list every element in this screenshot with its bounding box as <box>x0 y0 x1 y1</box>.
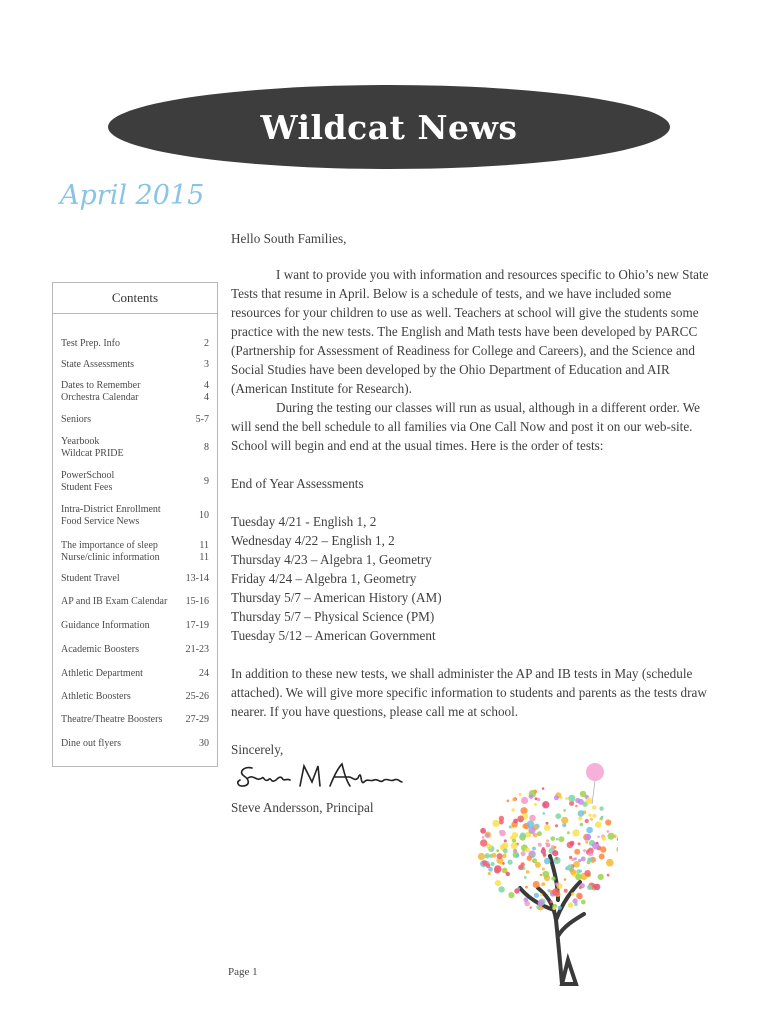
blossom <box>600 817 603 820</box>
blossom <box>543 812 546 815</box>
blossom <box>503 848 508 853</box>
blossom <box>569 856 572 859</box>
blossom <box>546 822 549 825</box>
toc-entry-page: 8 <box>204 442 209 453</box>
blossom <box>486 844 491 849</box>
table-of-contents <box>52 282 218 767</box>
blossom <box>596 842 599 845</box>
blossom <box>572 829 579 836</box>
blossom <box>552 850 558 856</box>
toc-entry-page: 24 <box>199 668 209 679</box>
page-number: Page 1 <box>228 966 258 978</box>
blossom <box>524 876 527 879</box>
blossom <box>492 820 499 827</box>
blossom <box>555 883 558 886</box>
blossom <box>509 826 512 829</box>
signoff: Sincerely, <box>231 742 284 757</box>
toc-entry-label: State Assessments <box>61 359 135 370</box>
blossom <box>511 808 514 811</box>
blossom <box>613 835 617 839</box>
toc-entry-label: Academic Boosters <box>61 644 140 655</box>
closing-paragraph <box>231 664 726 721</box>
blossom <box>580 823 584 827</box>
blossom <box>588 814 591 817</box>
blossom <box>592 814 596 818</box>
blossom <box>491 853 496 858</box>
toc-entry-page: 30 <box>199 738 209 749</box>
blossom <box>541 882 545 886</box>
blossom <box>600 846 606 852</box>
blossom <box>499 816 504 821</box>
blossom <box>568 795 575 802</box>
blossom <box>506 872 510 876</box>
toc-entry <box>61 470 209 494</box>
blossom <box>578 816 582 820</box>
blossom <box>502 842 509 849</box>
toc-heading: Contents <box>53 283 217 314</box>
toc-entry <box>61 596 209 608</box>
blossom <box>578 842 581 845</box>
blossom <box>478 853 485 860</box>
toc-entry <box>61 620 209 632</box>
blossom <box>538 843 542 847</box>
toc-entry-label: Seniors <box>61 414 91 425</box>
blossom <box>544 858 550 864</box>
toc-entry-label: Guidance Information <box>61 620 150 631</box>
blossom <box>555 813 561 819</box>
blossom <box>527 856 532 861</box>
blossom <box>578 810 585 817</box>
newsletter-title: Wildcat News <box>260 107 518 147</box>
blossom <box>540 874 542 876</box>
toc-entry-page: 21-23 <box>185 644 209 655</box>
blossom <box>495 880 501 886</box>
blossom <box>578 859 581 862</box>
blossom <box>525 886 528 889</box>
toc-entry-page: 10 <box>199 510 209 521</box>
blossom <box>594 884 601 891</box>
blossom <box>518 793 521 796</box>
blossom <box>579 886 582 889</box>
toc-entry <box>61 644 209 656</box>
schedule-item: Wednesday 4/22 – English 1, 2 <box>231 533 395 548</box>
blossom <box>504 869 508 873</box>
toc-entry-label: Intra-District Enrollment Food Service News <box>61 504 161 527</box>
toc-entry-label: PowerSchool Student Fees <box>61 470 115 493</box>
blossom <box>540 893 543 896</box>
schedule-item: Thursday 5/7 – American History (AM) <box>231 590 442 605</box>
schedule-item: Tuesday 5/12 – American Government <box>231 628 436 643</box>
blossom <box>575 874 582 881</box>
blossom <box>535 797 538 800</box>
blossom <box>546 839 549 842</box>
blossom <box>498 886 504 892</box>
paragraph-testing: During the testing our classes will run as usual, although in a different order. We will send the bell schedule to all families via One Call Now and post it on our web-site. School will begin and end at the usual times. Here is the order of tests: <box>231 400 701 453</box>
blossom <box>616 847 618 853</box>
blossom <box>529 815 536 822</box>
blossom <box>529 831 532 834</box>
blossom <box>520 832 526 838</box>
toc-entry-label: AP and IB Exam Calendar <box>61 596 168 607</box>
blossom <box>559 836 565 842</box>
blossom <box>575 805 578 808</box>
blossom <box>567 864 573 870</box>
blossom <box>534 803 537 806</box>
blossom <box>538 900 545 907</box>
toc-entry-label: The importance of sleep Nurse/clinic information <box>61 540 160 563</box>
toc-entry <box>61 414 209 426</box>
blossom <box>563 809 566 812</box>
blossom <box>499 830 505 836</box>
blossom <box>538 906 543 911</box>
blossom <box>587 885 592 890</box>
blossom <box>587 858 591 862</box>
blossom <box>555 857 558 860</box>
schedule-item: Tuesday 4/21 - English 1, 2 <box>231 514 377 529</box>
blossom <box>586 798 593 805</box>
blossom <box>556 838 559 841</box>
toc-entry-page: 5-7 <box>195 414 209 425</box>
blossom <box>485 853 490 858</box>
signature-image <box>234 760 404 792</box>
blossom <box>488 872 491 875</box>
blossom <box>482 836 485 839</box>
closing-text: In addition to these new tests, we shall administer the AP and IB tests in May (schedule attached). We will give more specific information to students and parents as the tests draw nearer. If you have questions, please call me at school. <box>231 666 707 719</box>
blossom <box>570 841 575 846</box>
blossom <box>583 849 586 852</box>
blossom <box>497 853 503 859</box>
blossom <box>508 892 514 898</box>
blossom <box>581 900 586 905</box>
toc-entry-label: Athletic Boosters <box>61 691 131 702</box>
blossom <box>585 841 588 844</box>
blossom <box>480 839 487 846</box>
blossom <box>533 881 540 888</box>
blossom <box>568 903 573 908</box>
toc-entry-label: Dine out flyers <box>61 738 121 749</box>
blossom <box>507 800 510 803</box>
blossom <box>502 854 506 858</box>
blossom <box>590 818 593 821</box>
toc-entry-label: Yearbook Wildcat PRIDE <box>61 436 124 459</box>
toc-entry <box>61 380 209 404</box>
blossom <box>542 868 545 871</box>
toc-entry <box>61 436 209 460</box>
toc-entry <box>61 738 209 750</box>
toc-entry-page: 17-19 <box>185 620 209 631</box>
blossom <box>526 870 530 874</box>
paragraph-intro: I want to provide you with information and resources specific to Ohio’s new State Tests that resume in April. Below is a schedule of tests, and we have included some resources for your children to use as well. Teachers at school will give the students some practice with the new tests. The English and Math tests have been developed by PARCC (Partnership for Assessment of Readiness for College and Careers), and the Science and Social Studies have been developed by the Ohio Department of Education and AIR (American Institute for Research). <box>231 267 709 396</box>
signature-name: Steve Andersson, Principal <box>231 800 374 815</box>
blossom <box>584 870 590 876</box>
greeting: Hello South Families, <box>231 231 347 246</box>
blossom <box>581 857 586 862</box>
blossom <box>585 819 589 823</box>
toc-entry <box>61 668 209 680</box>
schedule-item: Friday 4/24 – Algebra 1, Geometry <box>231 571 417 586</box>
blossom <box>576 893 582 899</box>
blossom <box>567 831 570 834</box>
blossom <box>550 900 553 903</box>
blossom <box>551 876 555 880</box>
blossom <box>598 874 604 880</box>
toc-entry-page: 27-29 <box>185 714 209 725</box>
toc-entry-label: Athletic Department <box>61 668 143 679</box>
blossom <box>537 831 542 836</box>
blossom <box>516 854 520 858</box>
spring-tree-illustration <box>458 760 618 986</box>
blossom <box>480 828 486 834</box>
blossom <box>542 801 549 808</box>
blossom <box>500 863 502 865</box>
blossom <box>514 888 519 893</box>
toc-entry <box>61 504 209 528</box>
toc-entry-label: Student Travel <box>61 573 120 584</box>
blossom <box>607 830 610 833</box>
blossom <box>511 842 518 849</box>
blossom <box>605 819 611 825</box>
blossom <box>617 837 618 841</box>
blossom <box>521 797 528 804</box>
toc-entry-label: Theatre/Theatre Boosters <box>61 714 163 725</box>
blossom <box>518 865 523 870</box>
toc-entry-page: 25-26 <box>185 691 209 702</box>
blossom <box>564 889 568 893</box>
blossom <box>552 888 560 896</box>
blossom <box>523 897 528 902</box>
blossom <box>525 848 530 853</box>
test-schedule <box>231 512 442 645</box>
blossom <box>554 795 559 800</box>
blossom <box>530 906 532 908</box>
blossom <box>529 794 534 799</box>
blossom <box>494 867 500 873</box>
toc-entry <box>61 540 209 564</box>
toc-entry-label: Dates to Remember Orchestra Calendar <box>61 380 141 403</box>
blossom <box>578 799 584 805</box>
toc-entry-page: 13-14 <box>185 573 209 584</box>
blossom <box>532 853 535 856</box>
blossom <box>585 834 591 840</box>
blossom <box>486 833 490 837</box>
toc-entry <box>61 691 209 703</box>
blossom <box>542 871 549 878</box>
schedule-item: Thursday 4/23 – Algebra 1, Geometry <box>231 552 432 567</box>
toc-entry-label: Test Prep. Info <box>61 338 121 349</box>
blossom <box>607 874 610 877</box>
blossom <box>555 824 558 827</box>
blossom <box>508 860 513 865</box>
blossom <box>574 857 577 860</box>
blossom <box>521 851 526 856</box>
blossom <box>554 846 557 849</box>
toc-entry-page: 9 <box>204 476 209 487</box>
blossom <box>602 836 607 841</box>
blossom <box>532 847 536 851</box>
blossom <box>558 906 562 910</box>
toc-entry-page: 3 <box>204 359 209 370</box>
blossom <box>595 821 602 828</box>
toc-entry-page: 11 11 <box>199 540 209 563</box>
toc-entry <box>61 359 209 371</box>
blossom <box>496 849 499 852</box>
blossom <box>599 806 603 810</box>
blossom <box>573 898 578 903</box>
toc-entry <box>61 573 209 585</box>
blossom <box>586 827 593 834</box>
blossom <box>564 878 567 881</box>
blossom <box>597 836 600 839</box>
blossom <box>517 816 524 823</box>
blossom <box>552 907 556 911</box>
blossom <box>606 859 614 867</box>
blossom <box>599 854 605 860</box>
blossom <box>561 817 568 824</box>
toc-entry-page: 2 <box>204 338 209 349</box>
blossom <box>592 805 596 809</box>
toc-entry <box>61 714 209 726</box>
blossom <box>574 849 580 855</box>
blossom <box>535 862 541 868</box>
schedule-item: Thursday 5/7 – Physical Science (PM) <box>231 609 435 624</box>
blossom <box>527 821 535 829</box>
blossom <box>542 787 545 790</box>
blossom <box>491 862 495 866</box>
blossom <box>482 860 488 866</box>
blossom <box>512 832 519 839</box>
blossom <box>550 836 555 841</box>
blossom <box>512 838 516 842</box>
blossom <box>542 847 545 850</box>
toc-entry-page: 15-16 <box>185 596 209 607</box>
masthead-banner <box>108 85 670 169</box>
blossom <box>512 798 516 802</box>
blossom <box>589 851 592 854</box>
blossom <box>534 893 539 898</box>
blossom <box>571 892 575 896</box>
blossom <box>546 843 551 848</box>
assessments-title: End of Year Assessments <box>231 476 364 491</box>
blossom <box>504 839 507 842</box>
issue-date: April 2015 <box>60 180 205 211</box>
toc-entry-page: 4 4 <box>204 380 209 403</box>
letter-body <box>231 265 721 455</box>
blossom <box>544 825 550 831</box>
toc-entry <box>61 338 209 350</box>
blossom <box>565 797 568 800</box>
